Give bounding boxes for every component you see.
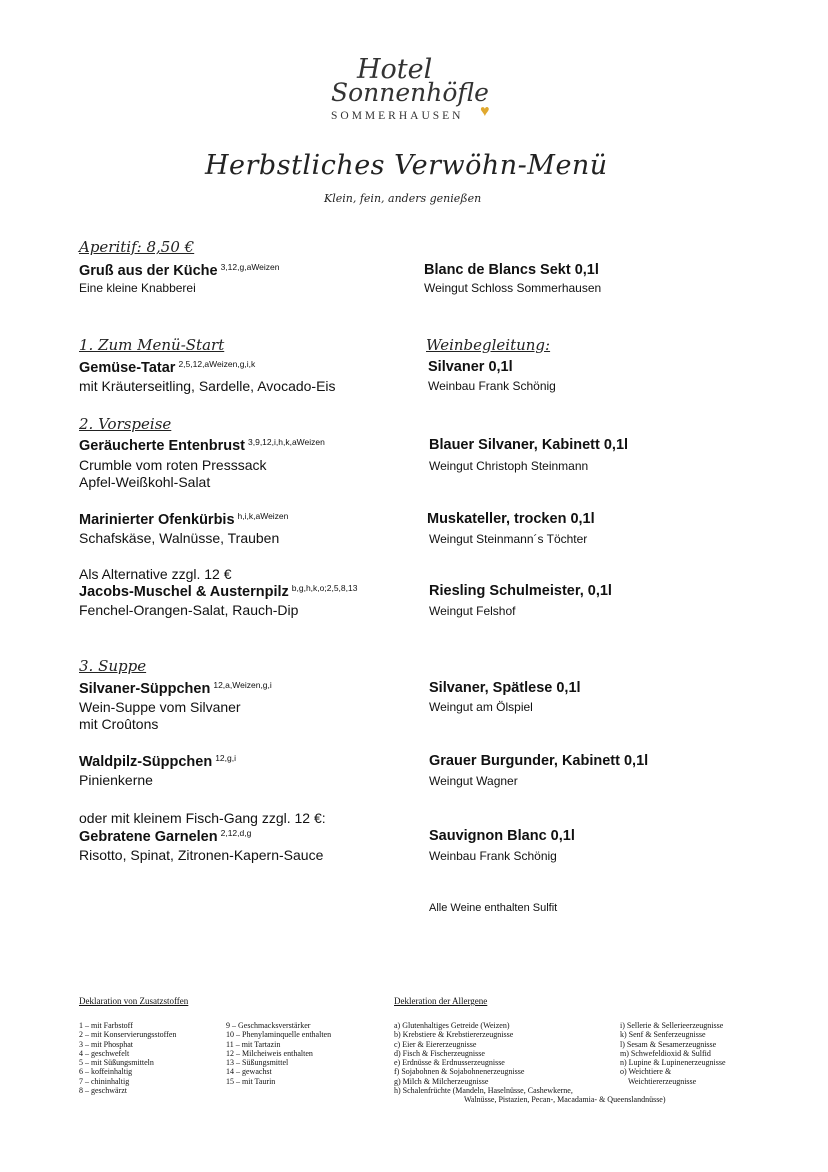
dish-description: mit Croûtons (79, 716, 159, 732)
footnote-item: 2 – mit Konservierungsstoffen (79, 1030, 177, 1040)
page-subtitle: Klein, fein, anders genießen (324, 192, 482, 205)
footnote-item: Walnüsse, Pistazien, Pecan-, Macadamia- & Queenslandnüsse) (464, 1095, 666, 1105)
footnote-item: 15 – mit Taurin (226, 1076, 276, 1086)
dish-waldpilz-sueppchen (79, 753, 236, 770)
footnote-item: 8 – geschwärzt (79, 1086, 127, 1096)
dish-description: Pinienkerne (79, 772, 153, 788)
dish-title: Silvaner-Süppchen (79, 681, 211, 697)
allergen-codes: 2,5,12,aWeizen,g,i,k (178, 359, 256, 369)
dish-jacobs-muschel (79, 583, 357, 600)
dish-description: mit Kräuterseitling, Sardelle, Avocado-Eis (79, 378, 336, 394)
footnote-item: m) Schwefeldioxid & Sulfid (620, 1048, 711, 1058)
footnote-item: a) Glutenhaltiges Getreide (Weizen) (394, 1021, 510, 1030)
footnote-item: n) Lupine & Lupinenerzeugnisse (620, 1058, 726, 1068)
wine-pairing-heading: Weinbegleitung: (426, 336, 551, 354)
allergen-codes: 3,9,12,i,h,k,aWeizen (248, 437, 325, 447)
dish-ofenkuerbis (79, 511, 288, 528)
footnote-item: 11 – mit Tartazin (226, 1039, 281, 1049)
footnote-item: 3 – mit Phosphat (79, 1039, 134, 1049)
footnote-item: g) Milch & Milcherzeugnisse (394, 1076, 489, 1086)
dish-title: Marinierter Ofenkürbis (79, 512, 235, 528)
logo-hotel-name: Sonnenhöfle (331, 78, 489, 107)
dish-description: Apfel-Weißkohl-Salat (79, 474, 211, 490)
allergens-list-2 (620, 1021, 726, 1086)
winery-name: Weingut am Ölspiel (429, 700, 533, 714)
wine-name: Silvaner 0,1l (428, 359, 513, 375)
footnote-item: 9 – Geschmacksverstärker (226, 1021, 311, 1030)
dish-description: Schafskäse, Walnüsse, Trauben (79, 530, 280, 546)
dish-title: Gemüse-Tatar (79, 360, 176, 376)
wine-name: Grauer Burgunder, Kabinett 0,1l (429, 753, 649, 769)
footnote-item: b) Krebstiere & Krebstiererzeugnisse (394, 1030, 514, 1040)
allergen-codes: h,i,k,aWeizen (237, 511, 289, 521)
winery-name: Weinbau Frank Schönig (428, 379, 556, 393)
dish-entenbrust (79, 437, 325, 454)
sulfite-note: Alle Weine enthalten Sulfit (429, 902, 558, 914)
allergen-codes: b,g,h,k,o;2,5,8,13 (291, 583, 358, 593)
wine-name: Riesling Schulmeister, 0,1l (429, 583, 612, 599)
dish-description: Fenchel-Orangen-Salat, Rauch-Dip (79, 602, 299, 618)
dish-title: Jacobs-Muschel & Austernpilz (79, 584, 289, 600)
footnote-item: d) Fisch & Fischerzeugnisse (394, 1048, 485, 1058)
alternative-note: oder mit kleinem Fisch-Gang zzgl. 12 €: (79, 810, 326, 826)
footnote-item: k) Senf & Senferzeugnisse (620, 1030, 706, 1040)
winery-name: Weingut Schloss Sommerhausen (424, 281, 602, 295)
footnote-item: l) Sesam & Sesamerzeugnisse (620, 1039, 717, 1049)
winery-name: Weinbau Frank Schönig (429, 849, 557, 863)
dish-gruss-aus-der-kueche (79, 262, 280, 279)
footnote-item: 7 – chininhaltig (79, 1076, 130, 1086)
footnote-item: f) Sojabohnen & Sojabohnenerzeugnisse (394, 1067, 525, 1077)
dish-gemuese-tatar (79, 359, 255, 376)
heart-icon: ♥ (480, 103, 490, 120)
footnote-item: e) Erdnüsse & Erdnusserzeugnisse (394, 1058, 505, 1068)
dish-description: Wein-Suppe vom Silvaner (79, 699, 241, 715)
section-suppe-heading: 3. Suppe (79, 657, 147, 675)
allergen-codes: 12,g,i (215, 753, 236, 763)
dish-gebratene-garnelen (79, 828, 251, 845)
section-start-heading: 1. Zum Menü-Start (79, 336, 225, 354)
footnote-item: 12 – Milcheiweis enthalten (226, 1048, 313, 1058)
allergen-codes: 12,a,Weizen,g,i (213, 680, 272, 690)
footnote-item: 4 – geschwefelt (79, 1048, 130, 1058)
dish-description: Crumble vom roten Presssack (79, 457, 267, 473)
dish-title: Waldpilz-Süppchen (79, 754, 213, 770)
allergen-codes: 2,12,d,g (220, 828, 252, 838)
winery-name: Weingut Felshof (429, 604, 516, 618)
winery-name: Weingut Wagner (429, 774, 518, 788)
allergens-heading: Dekleration der Allergene (394, 996, 488, 1006)
wine-name: Silvaner, Spätlese 0,1l (429, 680, 581, 696)
wine-name: Blanc de Blancs Sekt 0,1l (424, 262, 599, 278)
footnote-item: o) Weichtiere & (620, 1067, 672, 1077)
wine-name: Blauer Silvaner, Kabinett 0,1l (429, 437, 629, 453)
dish-title: Gebratene Garnelen (79, 829, 218, 845)
footnote-item: 6 – koffeinhaltig (79, 1067, 133, 1077)
logo-place: SOMMERHAUSEN (331, 110, 464, 122)
section-aperitif-heading: Aperitif: 8,50 € (79, 238, 195, 256)
footnote-item: 5 – mit Süßungsmitteln (79, 1058, 154, 1068)
additives-list-1 (79, 1021, 176, 1095)
alternative-note: Als Alternative zzgl. 12 € (79, 566, 232, 582)
dish-title: Geräucherte Entenbrust (79, 438, 245, 454)
footnote-item: c) Eier & Eiererzeugnisse (394, 1039, 477, 1049)
dish-title: Gruß aus der Küche (79, 263, 218, 279)
winery-name: Weingut Christoph Steinmann (429, 459, 589, 473)
additives-list-2 (226, 1021, 331, 1086)
footnote-item: i) Sellerie & Sellerieerzeugnisse (620, 1021, 724, 1030)
allergen-codes: 3,12,g,aWeizen (220, 262, 280, 272)
dish-silvaner-sueppchen (79, 680, 272, 697)
footnote-item: h) Schalenfrüchte (Mandeln, Haselnüsse, Cashewkerne, (394, 1086, 573, 1096)
logo-hotel: Hotel (357, 54, 433, 85)
footnote-item: 14 – gewachst (226, 1067, 272, 1077)
dish-description: Risotto, Spinat, Zitronen-Kapern-Sauce (79, 847, 324, 863)
footnote-item: 10 – Phenylaminquelle enthalten (226, 1030, 332, 1040)
dish-description: Eine kleine Knabberei (79, 281, 196, 295)
winery-name: Weingut Steinmann´s Töchter (429, 532, 588, 546)
section-vorspeise-heading: 2. Vorspeise (79, 415, 172, 433)
footnote-item: 1 – mit Farbstoff (79, 1021, 133, 1030)
additives-heading: Deklaration von Zusatzstoffen (79, 996, 189, 1006)
page-title: Herbstliches Verwöhn-Menü (205, 150, 608, 181)
footnote-item: 13 – Süßungsmittel (226, 1058, 289, 1068)
wine-name: Muskateller, trocken 0,1l (427, 511, 595, 527)
footnote-item: Weichtiererzeugnisse (628, 1076, 697, 1086)
wine-name: Sauvignon Blanc 0,1l (429, 828, 575, 844)
